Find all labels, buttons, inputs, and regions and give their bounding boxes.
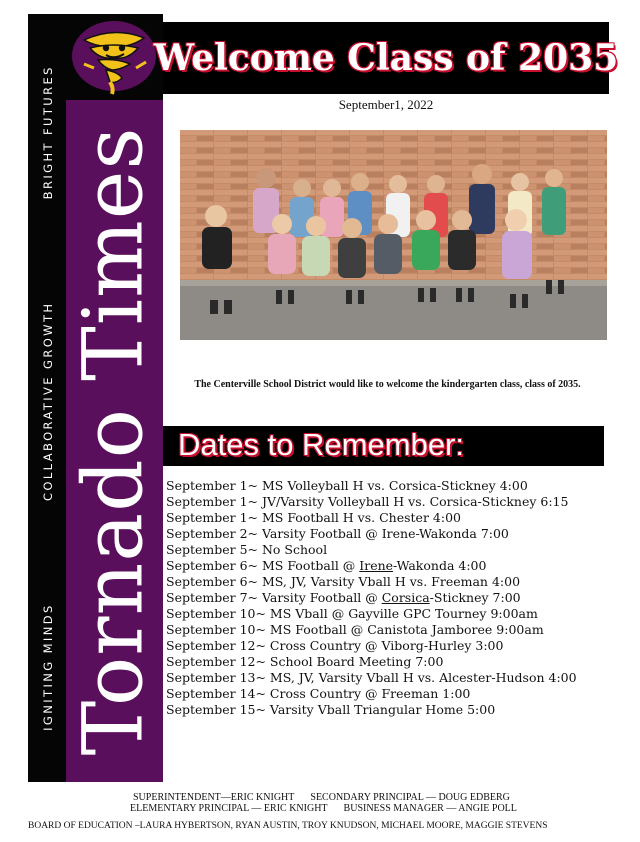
list-item: September 10~ MS Football @ Canistota Jamboree 9:00am [166,622,544,637]
board-of-education: BOARD OF EDUCATION –LAURA HYBERTSON, RYAN AUSTIN, TROY KNUDSON, MICHAEL MOORE, MAGGIE STEVENS [28,821,548,831]
motto-item: COLLABORATIVE GROWTH [41,301,55,502]
dates-heading: Dates to Remember: [178,427,464,462]
list-item: September 7~ Varsity Football @ Corsica-Stickney 7:00 [166,590,521,605]
business-manager: BUSINESS MANAGER — ANGIE POLL [343,803,517,814]
list-item: September 12~ School Board Meeting 7:00 [166,654,444,669]
page-title: Welcome Class of 2035 [153,37,619,79]
staff-footer [28,792,610,832]
photo-caption: The Centerville School District would like to welcome the kindergarten class, class of 2035. [194,379,581,390]
list-item: September 2~ Varsity Football @ Irene-Wakonda 7:00 [166,526,509,541]
list-item: September 10~ MS Vball @ Gayville GPC Tourney 9:00am [166,606,538,621]
list-item: September 1~ JV/Varsity Volleyball H vs. Corsica-Stickney 6:15 [166,494,569,509]
list-item: September 6~ MS Football @ Irene-Wakonda 4:00 [166,558,487,573]
dates-list [166,478,606,718]
list-item: September 14~ Cross Country @ Freeman 1:00 [166,686,471,701]
secondary-principal: SECONDARY PRINCIPAL — DOUG EDBERG [310,792,510,803]
list-item: September 5~ No School [166,542,328,557]
elementary-principal: ELEMENTARY PRINCIPAL — ERIC KNIGHT [130,803,328,814]
list-item: September 6~ MS, JV, Varsity Vball H vs. Freeman 4:00 [166,574,521,589]
masthead-title: Tornado Times [66,126,162,756]
motto-item: IGNITING MINDS [41,603,55,731]
list-item: September 13~ MS, JV, Varsity Vball H vs. Alcester-Hudson 4:00 [166,670,577,685]
superintendent: SUPERINTENDENT—ERIC KNIGHT [133,792,295,803]
motto-vertical [36,14,60,782]
class-photo [180,130,607,340]
list-item: September 15~ Varsity Vball Triangular Home 5:00 [166,702,496,717]
list-item: September 1~ MS Volleyball H vs. Corsica-Stickney 4:00 [166,478,528,493]
motto-item: BRIGHT FUTURES [41,65,55,200]
list-item: September 12~ Cross Country @ Viborg-Hurley 3:00 [166,638,504,653]
tornado-mascot-icon [70,18,158,96]
title-banner [153,22,619,94]
list-item: September 1~ MS Football H vs. Chester 4:00 [166,510,461,525]
logo [66,14,163,100]
issue-date: September1, 2022 [338,97,434,112]
